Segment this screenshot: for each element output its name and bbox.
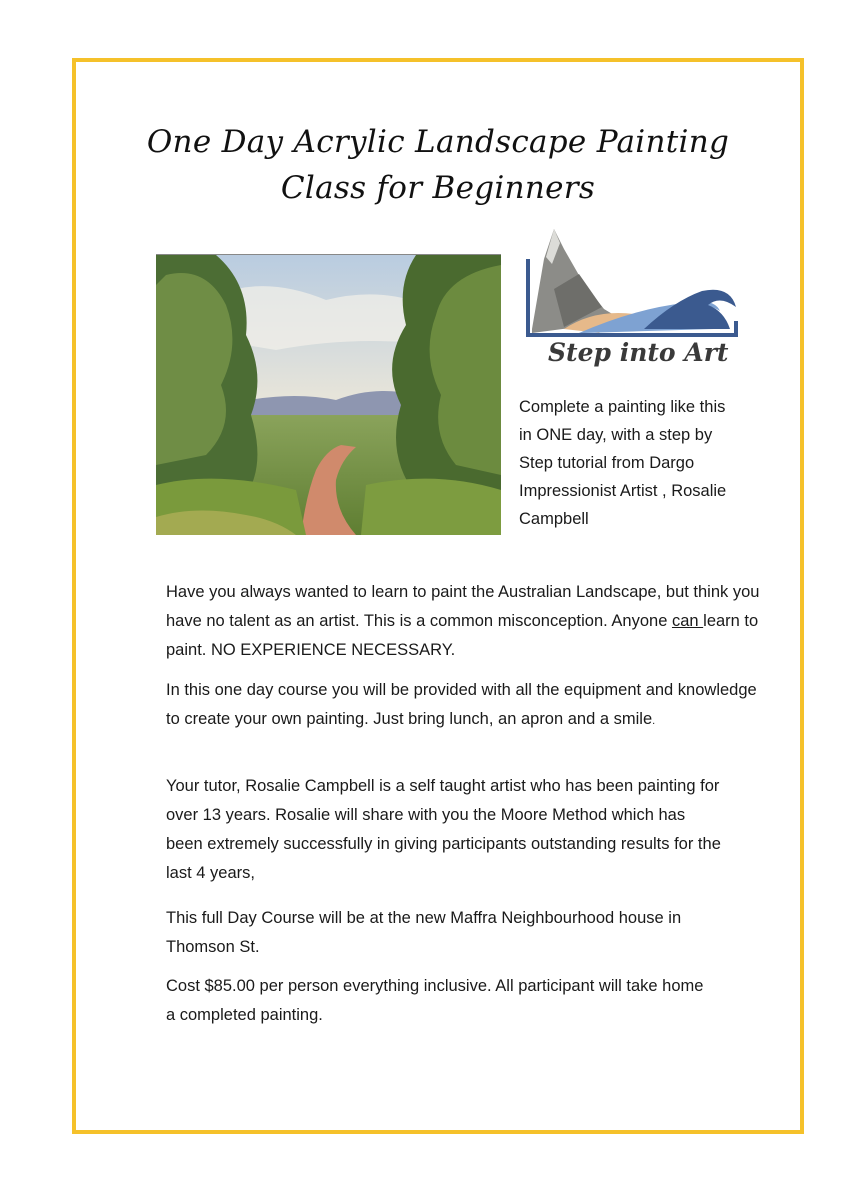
paragraph-2	[166, 676, 766, 736]
intro-text: Complete a painting like this in ONE day, with a step by Step tutorial from Dargo Impressionist Artist , Rosalie Campbell	[519, 398, 727, 528]
paragraph-1	[166, 578, 766, 665]
paragraph-4: This full Day Course will be at the new Maffra Neighbourhood house in Thomson St.	[166, 909, 682, 956]
paragraph-1-start: Have you always wanted to learn to paint the Australian Landscape, but think you have no talent as an artist. This is a common misconception. Anyone	[166, 583, 760, 630]
logo-text: Step into Art	[548, 338, 729, 367]
page-title-line-2: Class for Beginners	[280, 170, 596, 206]
paragraph-1-end: learn to paint. NO EXPERIENCE NECESSARY.	[166, 612, 759, 659]
landscape-painting-image	[156, 254, 501, 535]
paragraph-3: Your tutor, Rosalie Campbell is a self taught artist who has been painting for over 13 years. Rosalie will share with you the Moore Method which has been extremely successfully in giving participants outstanding results for the last 4 years,	[166, 777, 721, 882]
paragraph-2-text: In this one day course you will be provided with all the equipment and knowledge to create your own painting. Just bring lunch, an apron and a smile	[166, 681, 757, 728]
paragraph-5: Cost $85.00 per person everything inclusive. All participant will take home a completed painting.	[166, 977, 704, 1024]
page-title-line-1: One Day Acrylic Landscape Painting	[146, 124, 730, 160]
paragraph-2-period: .	[652, 715, 656, 727]
underlined-word: can	[671, 612, 704, 630]
